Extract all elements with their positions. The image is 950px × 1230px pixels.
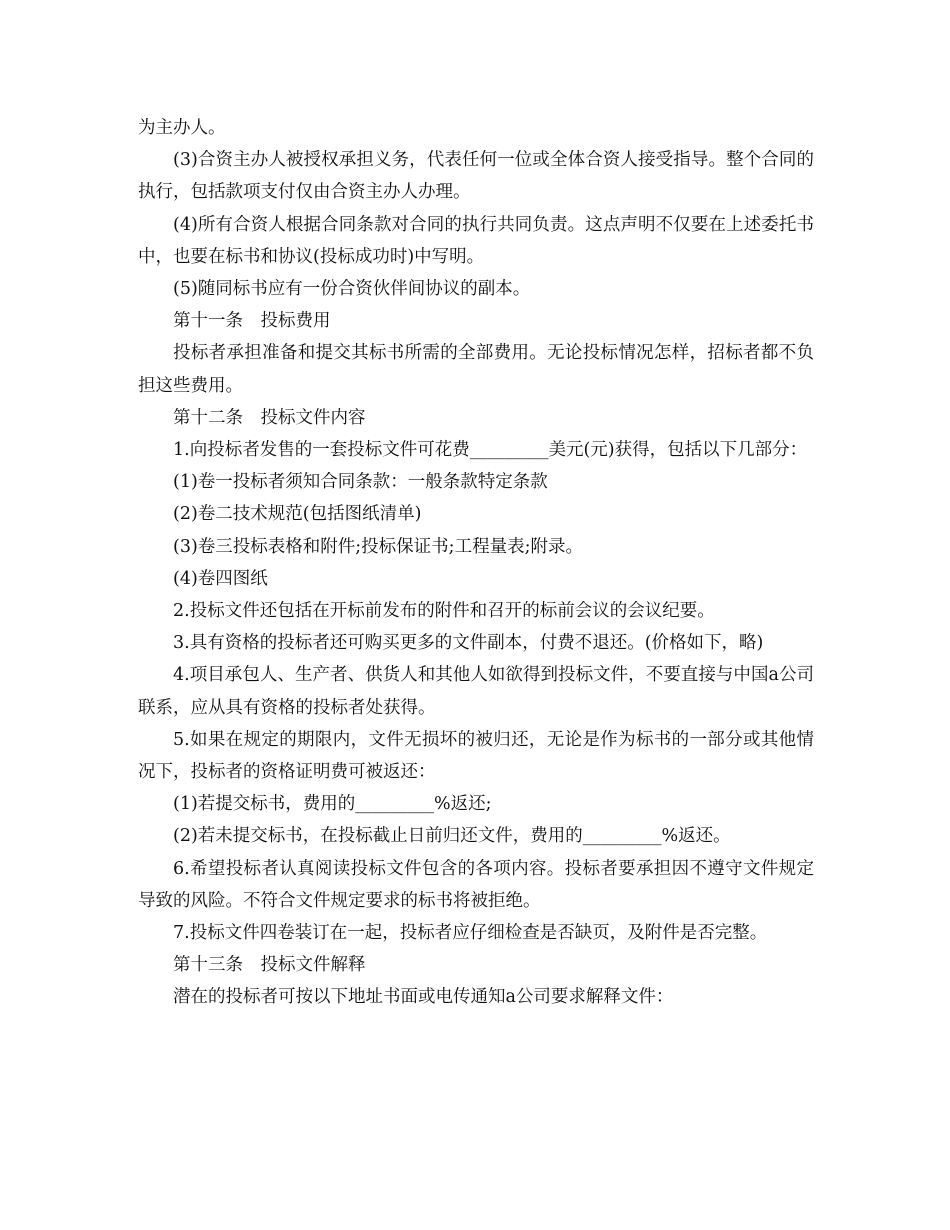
list-item: (4)卷四图纸: [173, 568, 268, 589]
paragraph: (4)所有合资人根据合同条款对合同的执行共同负责。这点声明不仅要在上述委托书中，也要在标书和协议(投标成功时)中写明。: [138, 214, 814, 267]
paragraph: 6.希望投标者认真阅读投标文件包含的各项内容。投标者要承担因不遵守文件规定导致的风险。不符合文件规定要求的标书将被拒绝。: [138, 858, 814, 911]
list-item: (2)若未提交标书，在投标截止日前归还文件，费用的_________%返还。: [173, 826, 731, 847]
list-item: (3)卷三投标表格和附件;投标保证书;工程量表;附录。: [173, 536, 583, 557]
list-item: (1)卷一投标者须知合同条款：一般条款特定条款: [173, 472, 548, 493]
paragraph: 潜在的投标者可按以下地址书面或电传通知a公司要求解释文件：: [173, 987, 674, 1008]
paragraph: 为主办人。: [138, 118, 226, 138]
paragraph: 3.具有资格的投标者还可购买更多的文件副本，付费不退还。(价格如下，略): [173, 633, 764, 654]
section-heading: 第十三条 投标文件解释: [173, 955, 366, 976]
paragraph: 7.投标文件四卷装订在一起，投标者应仔细检查是否缺页，及附件是否完整。: [173, 923, 768, 944]
paragraph: 投标者承担准备和提交其标书所需的全部费用。无论投标情况怎样，招标者都不负担这些费用。: [138, 343, 814, 396]
section-heading: 第十一条 投标费用: [173, 311, 331, 332]
paragraph: 1.向投标者发售的一套投标文件可花费_________美元(元)获得，包括以下几部分：: [173, 440, 808, 461]
paragraph: (3)合资主办人被授权承担义务，代表任何一位或全体合资人接受指导。整个合同的执行，包括款项支付仅由合资主办人办理。: [138, 150, 814, 203]
document-body: [138, 112, 814, 1014]
section-heading: 第十二条 投标文件内容: [173, 407, 366, 428]
paragraph: 5.如果在规定的期限内，文件无损坏的被归还，无论是作为标书的一部分或其他情况下，投标者的资格证明费可被返还：: [138, 729, 814, 783]
list-item: (1)若提交标书，费用的_________%返还;: [173, 794, 492, 815]
paragraph: (5)随同标书应有一份合资伙伴间协议的副本。: [173, 279, 531, 300]
list-item: (2)卷二技术规范(包括图纸清单): [173, 504, 422, 525]
paragraph: 2.投标文件还包括在开标前发布的附件和召开的标前会议的会议纪要。: [173, 601, 715, 622]
paragraph: 4.项目承包人、生产者、供货人和其他人如欲得到投标文件，不要直接与中国a公司联系，应从具有资格的投标者处获得。: [138, 665, 814, 718]
